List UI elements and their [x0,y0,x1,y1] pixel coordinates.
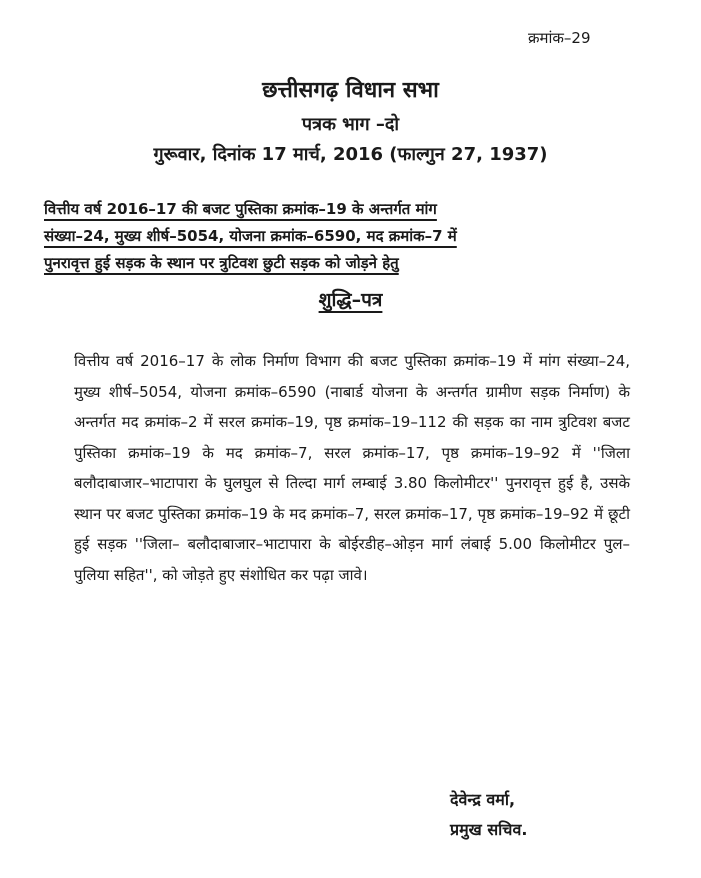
serial-number: क्रमांक–29 [528,29,591,47]
page-title: छत्तीसगढ़ विधान सभा [262,78,439,103]
date-line: गुरूवार, दिनांक 17 मार्च, 2016 (फाल्गुन 27, 1937) [153,144,548,165]
corrigendum-title: शुद्धि–पत्र [318,289,383,311]
signatory-designation: प्रमुख सचिव. [450,820,528,839]
body-paragraph: वित्तीय वर्ष 2016–17 के लोक निर्माण विभाग की बजट पुस्तिका क्रमांक–19 में मांग संख्या–24, मुख्य शीर्ष–5054, योजना क्रमांक–6590 (नाबार्ड योजना के अन्तर्गत ग्रामीण सड़क निर्माण) के अन्तर्गत मद क्रमांक–2 में सरल क्रमांक–19, पृष्ठ क्रमांक–19–112 की सड़क का नाम त्रुटिवश बजट पुस्तिका क्रमांक–19 के मद क्रमांक–7, सरल क्रमांक–17, पृष्ठ क्रमांक–19–92 में ''जिला बलौदाबाजार–भाटापारा के घुलघुल से तिल्दा मार्ग लम्बाई 3.80 किलोमीटर'' पुनरावृत्त हुई है, उसके स्थान पर बजट पुस्तिका क्रमांक–19 के मद क्रमांक–7, सरल क्रमांक–17, पृष्ठ क्रमांक–19–92 में छूटी हुई सड़क ''जिला– बलौदाबाजार–भाटापारा के बोईरडीह–ओड़न मार्ग लंबाई 5.00 किलोमीटर पुल–पुलिया सहित'', को जोड़ते हुए संशोधित कर पढ़ा जावे। [74,352,630,584]
signatory-name: देवेन्द्र वर्मा, [450,790,516,809]
subject-block [44,196,644,277]
subject-line-3: पुनरावृत्त हुई सड़क के स्थान पर त्रुटिवश छुटी सड़क को जोड़ने हेतु [44,254,399,272]
subject-line-1: वित्तीय वर्ष 2016–17 की बजट पुस्तिका क्रमांक–19 के अन्तर्गत मांग [44,200,437,218]
subject-line-2: संख्या–24, मुख्य शीर्ष–5054, योजना क्रमांक–6590, मद क्रमांक–7 में [44,227,457,245]
page-subtitle: पत्रक भाग –दो [301,114,400,135]
